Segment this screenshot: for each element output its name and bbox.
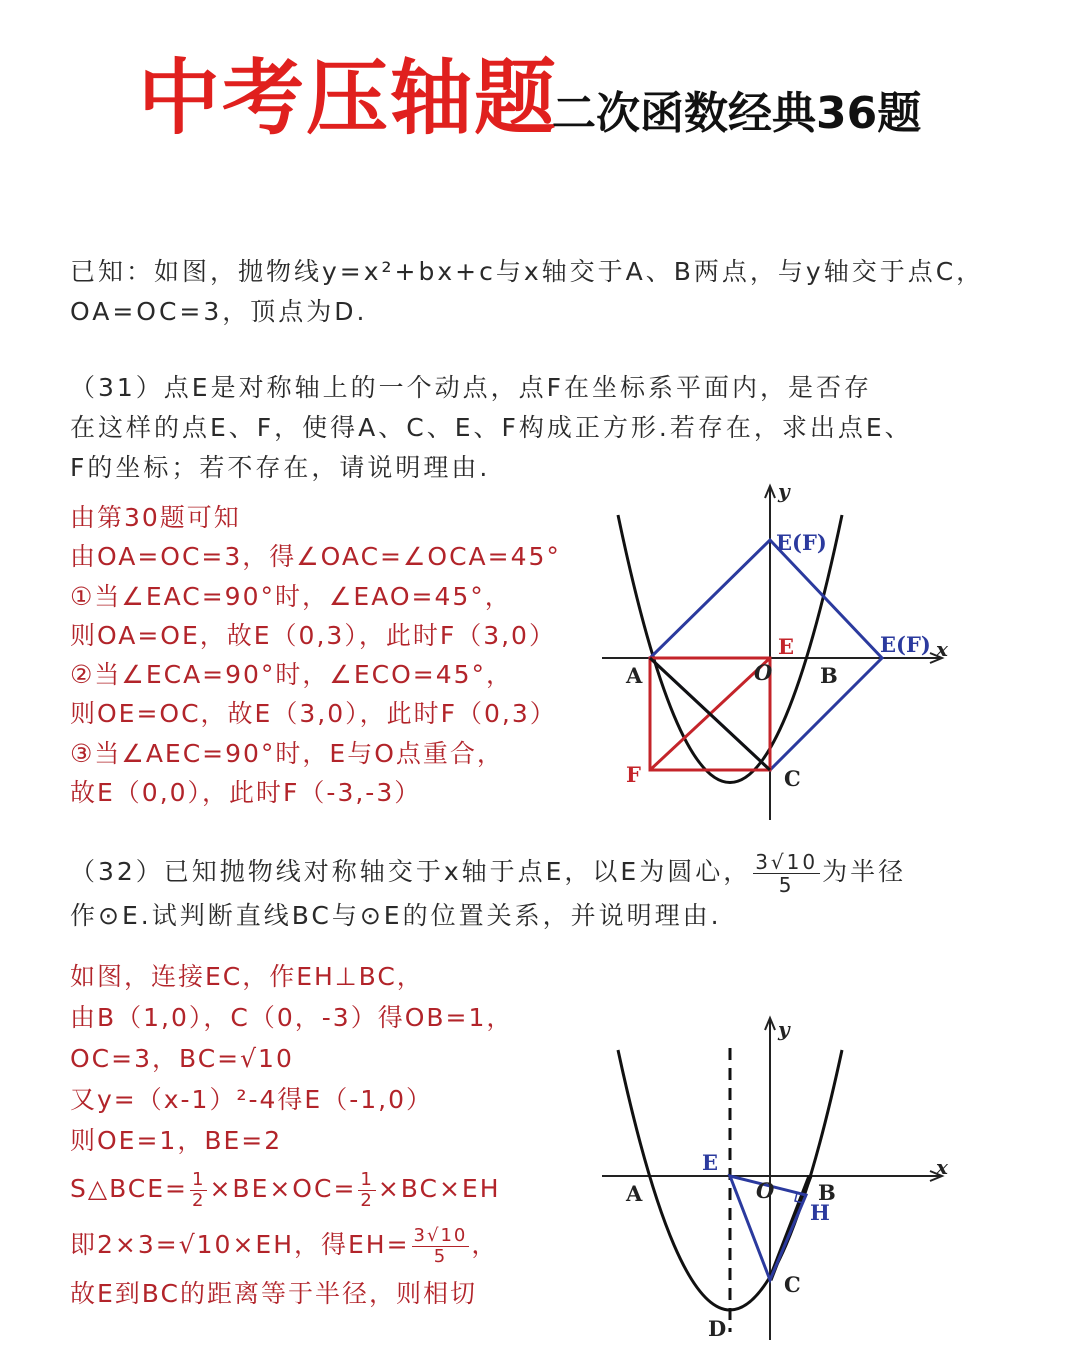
- label-b: B: [818, 1180, 836, 1205]
- q31-solution-line: 则OE=OC，故E（3,0），此时F（0,3）: [70, 699, 557, 729]
- question-32: [70, 848, 1020, 936]
- q31-figure: [590, 480, 970, 830]
- q32-eh-start: 即2×3=√10×EH，得EH=: [70, 1230, 410, 1259]
- q32-solution-line: 由B（1,0），C（0，-3）得OB=1，: [70, 1003, 514, 1032]
- q32-solution-line: OC=3，BC=√10: [70, 1044, 294, 1073]
- label-e-top: E(F): [776, 530, 827, 555]
- label-a: A: [626, 1181, 643, 1206]
- q31-solution-line: ①当∠EAC=90°时，∠EAO=45°，: [70, 581, 512, 611]
- q32-solution-line: [70, 1217, 600, 1273]
- q32-half-fraction-1: [190, 1170, 207, 1211]
- q32-line-1-end: 为半径: [822, 857, 907, 886]
- label-b: B: [820, 663, 838, 688]
- page-title: 中考压轴题: [138, 51, 559, 146]
- q32-solution-line: [70, 1161, 600, 1217]
- q32-radius-numerator: 3√10: [755, 849, 819, 874]
- q32-figure: [590, 1010, 970, 1345]
- label-y: y: [778, 1017, 790, 1041]
- label-x: x: [936, 1155, 948, 1179]
- q32-solution: [70, 956, 600, 1314]
- label-e: E: [778, 634, 795, 659]
- label-a: A: [626, 663, 643, 688]
- q31-solution-line: 故E（0,0），此时F（-3,-3）: [70, 778, 422, 808]
- label-f: F: [626, 762, 641, 787]
- q32-eh-end: ，: [471, 1230, 499, 1259]
- given-line-1: 已知：如图，抛物线y=x²+bx+c与x轴交于A、B两点，与y轴交于点C，: [70, 257, 985, 286]
- q32-half-denominator-1: 2: [192, 1189, 206, 1211]
- q32-solution-line: 又y=（x-1）²-4得E（-1,0）: [70, 1085, 433, 1114]
- q31-solution-line: ②当∠ECA=90°时，∠ECO=45°，: [70, 660, 514, 690]
- q32-half-numerator-2: 1: [360, 1168, 374, 1190]
- q32-solution-line: 则OE=1，BE=2: [70, 1126, 283, 1155]
- q31-solution-line: 由第30题可知: [70, 503, 241, 532]
- q32-eh-fraction: [412, 1226, 470, 1267]
- q32-radius-fraction: [753, 851, 820, 896]
- parabola: [618, 515, 842, 783]
- q32-half-denominator-2: 2: [360, 1189, 374, 1211]
- q32-area-middle: ×BE×OC=: [209, 1174, 357, 1203]
- q32-half-numerator-1: 1: [192, 1168, 206, 1190]
- label-c: C: [784, 766, 801, 791]
- question-31: [70, 368, 1020, 488]
- page-subtitle: 二次函数经典36题: [552, 88, 922, 139]
- given-line-2: OA=OC=3，顶点为D.: [70, 297, 368, 326]
- label-x: x: [936, 637, 948, 661]
- q31-line-1: （31）点E是对称轴上的一个动点，点F在坐标系平面内，是否存: [70, 373, 872, 402]
- q32-line-1-start: （32）已知抛物线对称轴交于x轴于点E，以E为圆心，: [70, 857, 752, 886]
- q32-half-fraction-2: [358, 1170, 375, 1211]
- q31-solution: [70, 498, 600, 812]
- q31-solution-line: 则OA=OE，故E（0,3），此时F（3,0）: [70, 620, 556, 650]
- q31-line-3: F的坐标；若不存在，请说明理由.: [70, 453, 491, 482]
- q31-solution-line: 由OA=OC=3，得∠OAC=∠OCA=45°: [70, 542, 561, 572]
- q31-line-2: 在这样的点E、F，使得A、C、E、F构成正方形.若存在，求出点E、: [70, 413, 913, 442]
- label-h: H: [810, 1200, 830, 1225]
- label-y: y: [778, 479, 790, 503]
- q31-solution-line: ③当∠AEC=90°时，E与O点重合，: [70, 738, 504, 768]
- q32-solution-line: 如图，连接EC，作EH⊥BC，: [70, 962, 424, 991]
- q32-eh-numerator: 3√10: [413, 1224, 468, 1246]
- q32-line-2: 作⊙E.试判断直线BC与⊙E的位置关系，并说明理由.: [70, 901, 722, 930]
- label-o: O: [756, 1178, 775, 1203]
- q32-radius-denominator: 5: [778, 872, 795, 897]
- label-o: O: [754, 660, 773, 685]
- q32-area-end: ×BC×EH: [377, 1174, 501, 1203]
- q32-line-1: [70, 848, 1020, 896]
- q32-solution-line: 故E到BC的距离等于半径，则相切: [70, 1279, 477, 1308]
- label-e: E: [702, 1150, 719, 1175]
- given-statement: [70, 252, 1020, 332]
- label-e-right: E(F): [880, 632, 931, 657]
- label-c: C: [784, 1272, 801, 1297]
- label-d: D: [708, 1316, 727, 1341]
- q32-eh-denominator: 5: [433, 1245, 448, 1267]
- q32-area-start: S△BCE=: [70, 1174, 189, 1203]
